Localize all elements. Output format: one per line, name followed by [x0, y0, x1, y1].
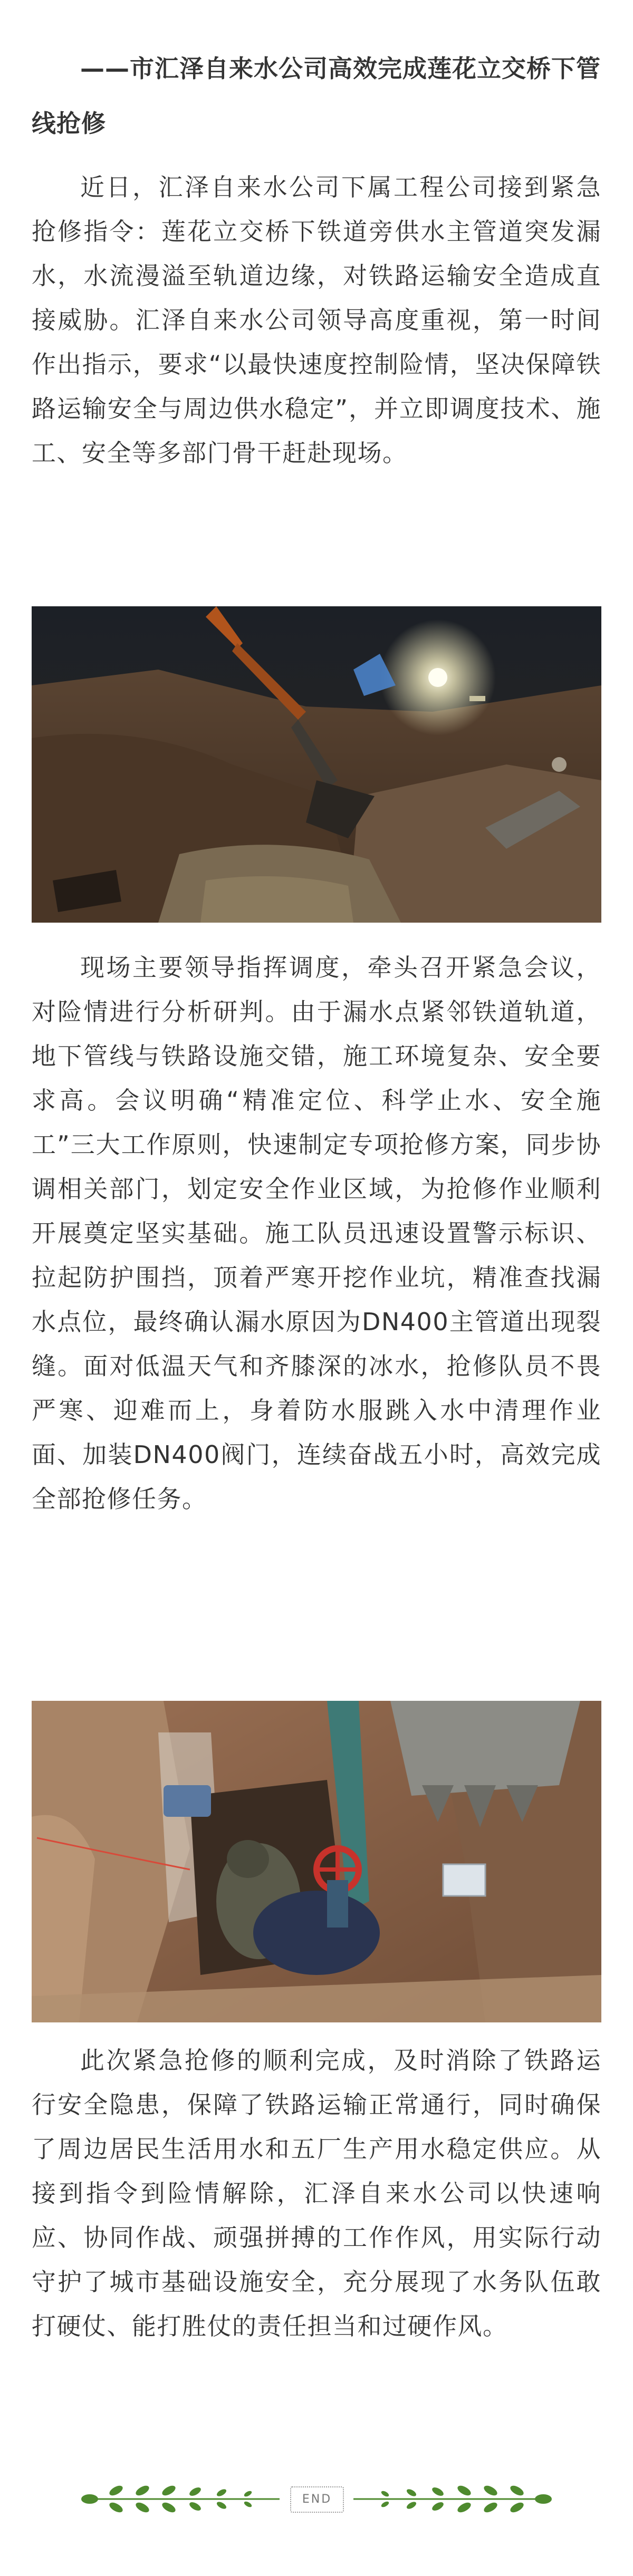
article-paragraph-1: 近日，汇泽自来水公司下属工程公司接到紧急抢修指令：莲花立交桥下铁道旁供水主管道突发漏水，水流漫溢至轨道边缘，对铁路运输安全造成直接威胁。汇泽自来水公司领导高度重视，第一时间作出指示，要求“以最快速度控制险情，坚决保障铁路运输安全与周边供水稳定”，并立即调度技术、施工、安全等多部门骨干赶赴现场。	[32, 173, 601, 467]
article-paragraph-3: 此次紧急抢修的顺利完成，及时消除了铁路运行安全隐患，保障了铁路运输正常通行，同时确保了周边居民生活用水和五厂生产用水稳定供应。从接到指令到险情解除，汇泽自来水公司以快速响应、协同作战、顽强拼搏的工作作风，用实际行动守护了城市基础设施安全，充分展现了水务队伍敢打硬仗、能打胜仗的责任担当和过硬作风。	[32, 2046, 601, 2340]
end-divider	[32, 2472, 601, 2530]
excavation-night-photo	[32, 606, 601, 923]
article-subtitle: ——市汇泽自来水公司高效完成莲花立交桥下管线抢修	[32, 54, 601, 138]
excavation-night-illustration	[32, 606, 601, 923]
article-paragraph-2: 现场主要领导指挥调度，牵头召开紧急会议，对险情进行分析研判。由于漏水点紧邻铁道轨道，地下管线与铁路设施交错，施工环境复杂、安全要求高。会议明确“精准定位、科学止水、安全施工”三大工作原则，快速制定专项抢修方案，同步协调相关部门，划定安全作业区域，为抢修作业顺利开展奠定坚实基础。施工队员迅速设置警示标识、拉起防护围挡，顶着严寒开挖作业坑，精准查找漏水点位，最终确认漏水原因为DN400主管道出现裂缝。面对低温天气和齐膝深的冰水，抢修队员不畏严寒、迎难而上，身着防水服跳入水中清理作业面、加装DN400阀门，连续奋战五小时，高效完成全部抢修任务。	[32, 953, 601, 1513]
end-label: END	[290, 2486, 344, 2513]
trench-repair-illustration	[32, 1701, 601, 2022]
trench-repair-photo	[32, 1701, 601, 2022]
